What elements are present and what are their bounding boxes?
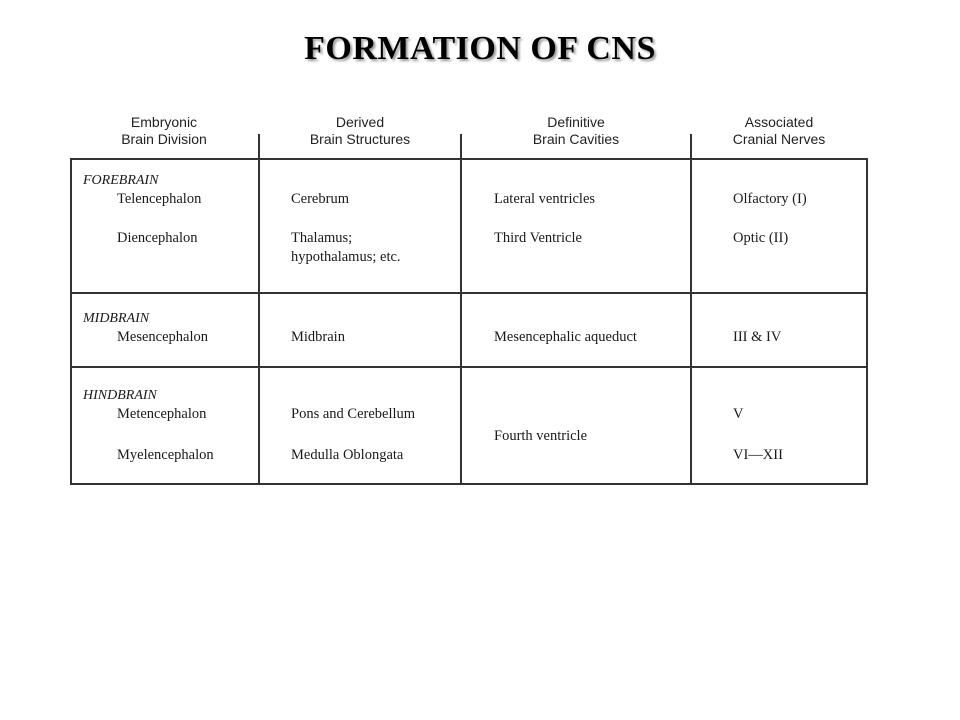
structure-pons-cerebellum: Pons and Cerebellum	[291, 406, 416, 422]
header-divider	[690, 134, 692, 160]
subdivision-telencephalon: Telencephalon	[117, 191, 202, 207]
header-line: Derived	[335, 114, 385, 130]
cavity-mesencephalic-aqueduct: Mesencephalic aqueduct	[494, 329, 637, 345]
cavity-third-ventricle: Third Ventricle	[494, 230, 582, 246]
nerve-optic: Optic (II)	[733, 230, 789, 246]
header-divider	[258, 134, 260, 160]
subdivision-mesencephalon: Mesencephalon	[117, 329, 208, 345]
nerve-vi-xii: VI—XII	[733, 447, 783, 463]
division-hindbrain: HINDBRAIN	[83, 388, 157, 403]
header-line: Brain Structures	[309, 131, 411, 147]
nerve-olfactory: Olfactory (I)	[733, 191, 807, 207]
table-column-divider	[690, 158, 692, 485]
structure-hypothalamus: hypothalamus; etc.	[291, 249, 401, 265]
cavity-lateral-ventricles: Lateral ventricles	[494, 191, 596, 207]
table-column-divider	[460, 158, 462, 485]
structure-midbrain: Midbrain	[291, 329, 345, 345]
header-cranial-nerves	[692, 114, 866, 158]
table-column-divider	[258, 158, 260, 485]
division-forebrain: FOREBRAIN	[83, 173, 159, 188]
subdivision-diencephalon: Diencephalon	[117, 230, 198, 246]
header-line: Definitive	[547, 114, 605, 130]
division-midbrain: MIDBRAIN	[83, 311, 150, 326]
table-border-left	[70, 158, 72, 485]
table-border-top	[70, 158, 868, 160]
header-line: Brain Division	[121, 131, 207, 147]
header-line: Cranial Nerves	[732, 131, 826, 147]
table-border-bottom	[70, 483, 868, 485]
structure-medulla-oblongata: Medulla Oblongata	[291, 447, 404, 463]
table-border-right	[866, 158, 868, 485]
header-line: Associated	[744, 114, 814, 130]
cavity-fourth-ventricle: Fourth ventricle	[494, 428, 588, 444]
nerve-iii-iv: III & IV	[733, 329, 782, 345]
header-line: Brain Cavities	[532, 131, 620, 147]
header-line: Embryonic	[130, 114, 198, 130]
table-row-divider	[70, 366, 868, 368]
nerve-v: V	[733, 406, 744, 422]
subdivision-metencephalon: Metencephalon	[117, 406, 207, 422]
table-row-divider	[70, 292, 868, 294]
header-derived-structures	[260, 114, 460, 158]
header-divider	[460, 134, 462, 160]
header-embryonic-division	[70, 114, 258, 158]
header-definitive-cavities	[462, 114, 690, 158]
page-title: FORMATION OF CNS	[304, 30, 656, 67]
structure-thalamus: Thalamus;	[291, 230, 353, 246]
subdivision-myelencephalon: Myelencephalon	[117, 447, 214, 463]
structure-cerebrum: Cerebrum	[291, 191, 349, 207]
